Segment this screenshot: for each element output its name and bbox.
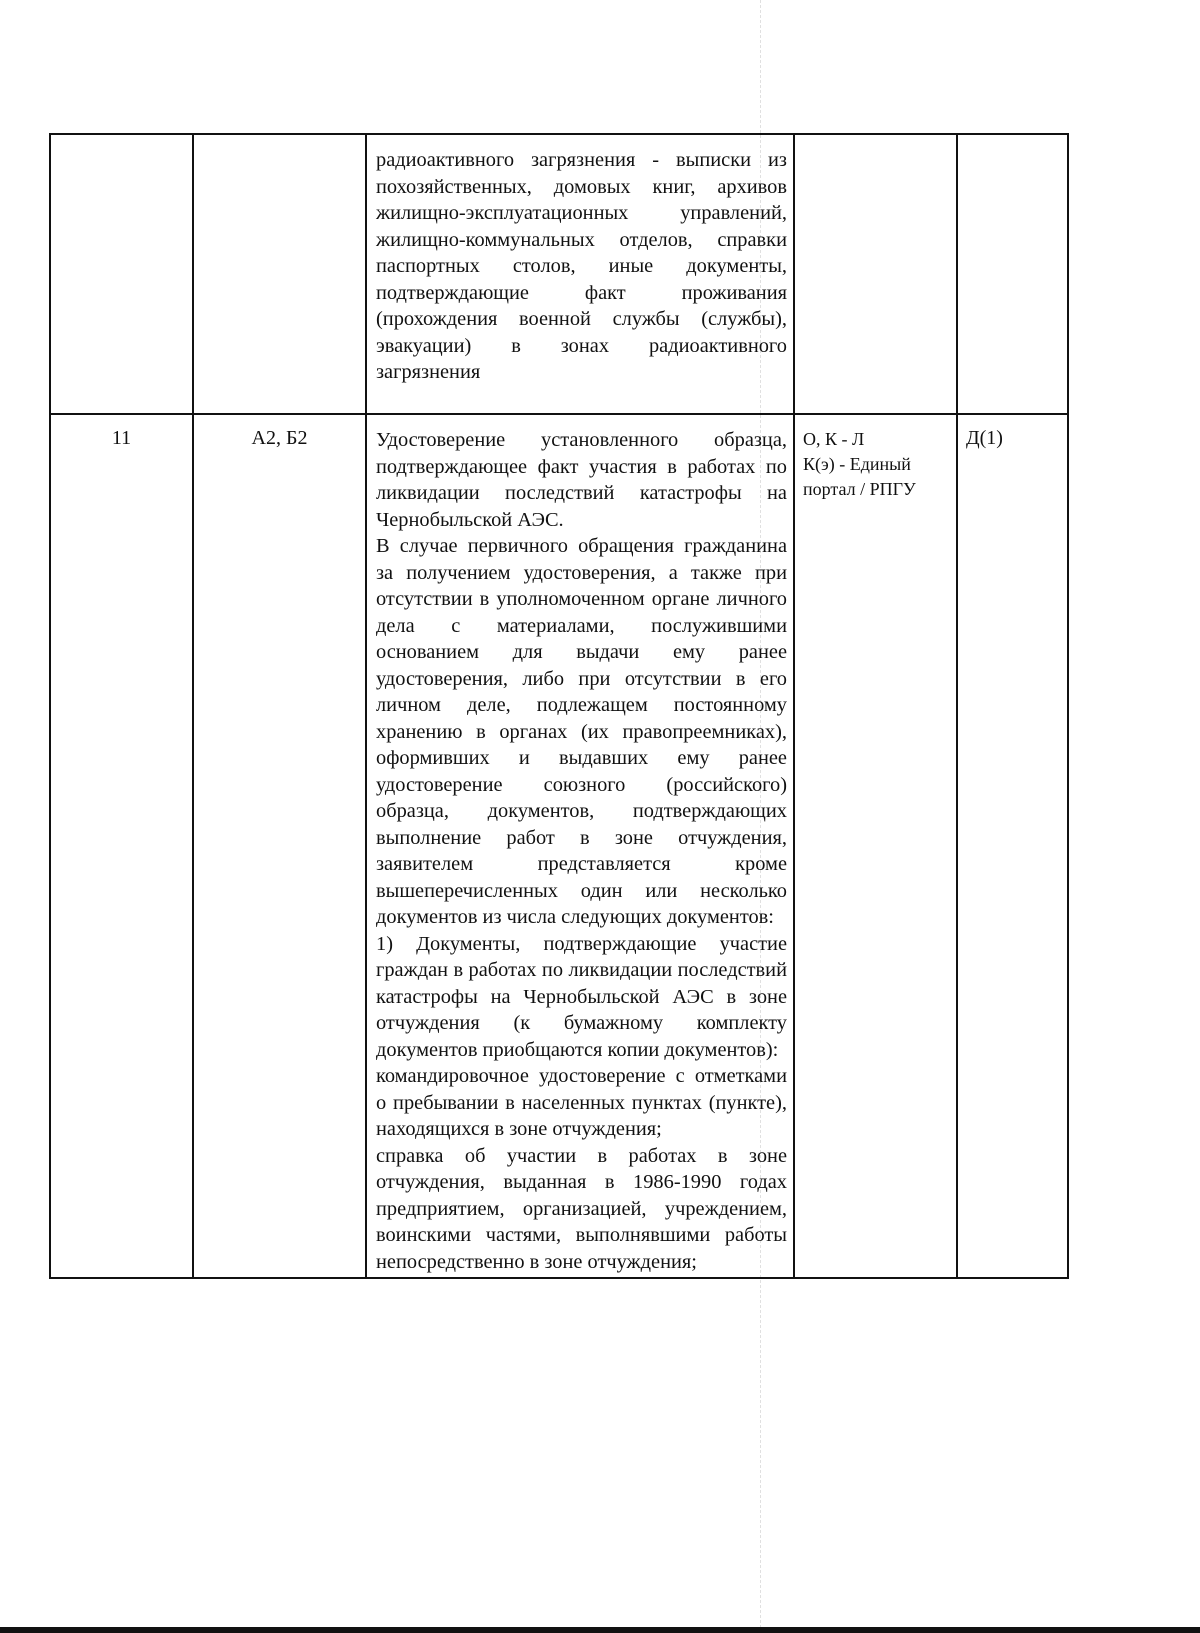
description-cell: [366, 134, 794, 414]
documents-table: [49, 133, 1069, 1279]
row-code-cell: [193, 134, 366, 414]
row-code-cell: А2, Б2: [193, 414, 366, 1278]
row-number-cell: [50, 134, 193, 414]
description-paragraph: справка об участии в работах в зоне отчуждения, выданная в 1986-1990 годах предприятием, организацией, учреждением, воинскими частями, выполнявшими работы непосредственно в зоне отчуждения;: [376, 1144, 787, 1273]
description-cell: [366, 414, 794, 1278]
form-line: О, К - Л: [803, 429, 865, 449]
result-cell: [957, 134, 1068, 414]
description-paragraph: В случае первичного обращения гражданина за получением удостоверения, а также при отсутствии в уполномоченном органе личного дела с материалами, послужившими основанием для выдачи ему ранее удостоверения, либо при отсутствии в его личном деле, подлежащем постоянному хранению в органах (их правопреемниках), оформивших и выдавших ему ранее удостоверение союзного (российского) образца, документов, подтверждающих выполнение работ в зоне отчуждения, заявителем представляется кроме вышеперечисленных один или несколько документов из числа следующих документов:: [376, 535, 787, 928]
form-cell: [794, 134, 957, 414]
description-paragraph: командировочное удостоверение с отметками о пребывании в населенных пунктах (пункте), находящихся в зоне отчуждения;: [376, 1065, 787, 1140]
row-number-cell: 11: [50, 414, 193, 1278]
table-row: [50, 414, 1068, 1278]
result-cell: Д(1): [957, 414, 1068, 1278]
scan-bottom-edge: [0, 1627, 1200, 1633]
table-row: [50, 134, 1068, 414]
description-paragraph: 1) Документы, подтверждающие участие граждан в работах по ликвидации последствий катастрофы на Чернобыльской АЭС в зоне отчуждения (к бумажному комплекту документов приобщаются копии документов):: [376, 932, 787, 1061]
form-line: К(э) - Единый портал / РПГУ: [803, 454, 916, 499]
form-cell: [794, 414, 957, 1278]
description-paragraph: Удостоверение установленного образца, подтверждающее факт участия в работах по ликвидации последствий катастрофы на Чернобыльской АЭС.: [376, 429, 787, 531]
description-paragraph: радиоактивного загрязнения - выписки из похозяйственных, домовых книг, архивов жилищно-эксплуатационных управлений, жилищно-коммунальных отделов, справки паспортных столов, иные документы, подтверждающие факт проживания (прохождения военной службы (службы), эвакуации) в зонах радиоактивного загрязнения: [376, 149, 787, 383]
